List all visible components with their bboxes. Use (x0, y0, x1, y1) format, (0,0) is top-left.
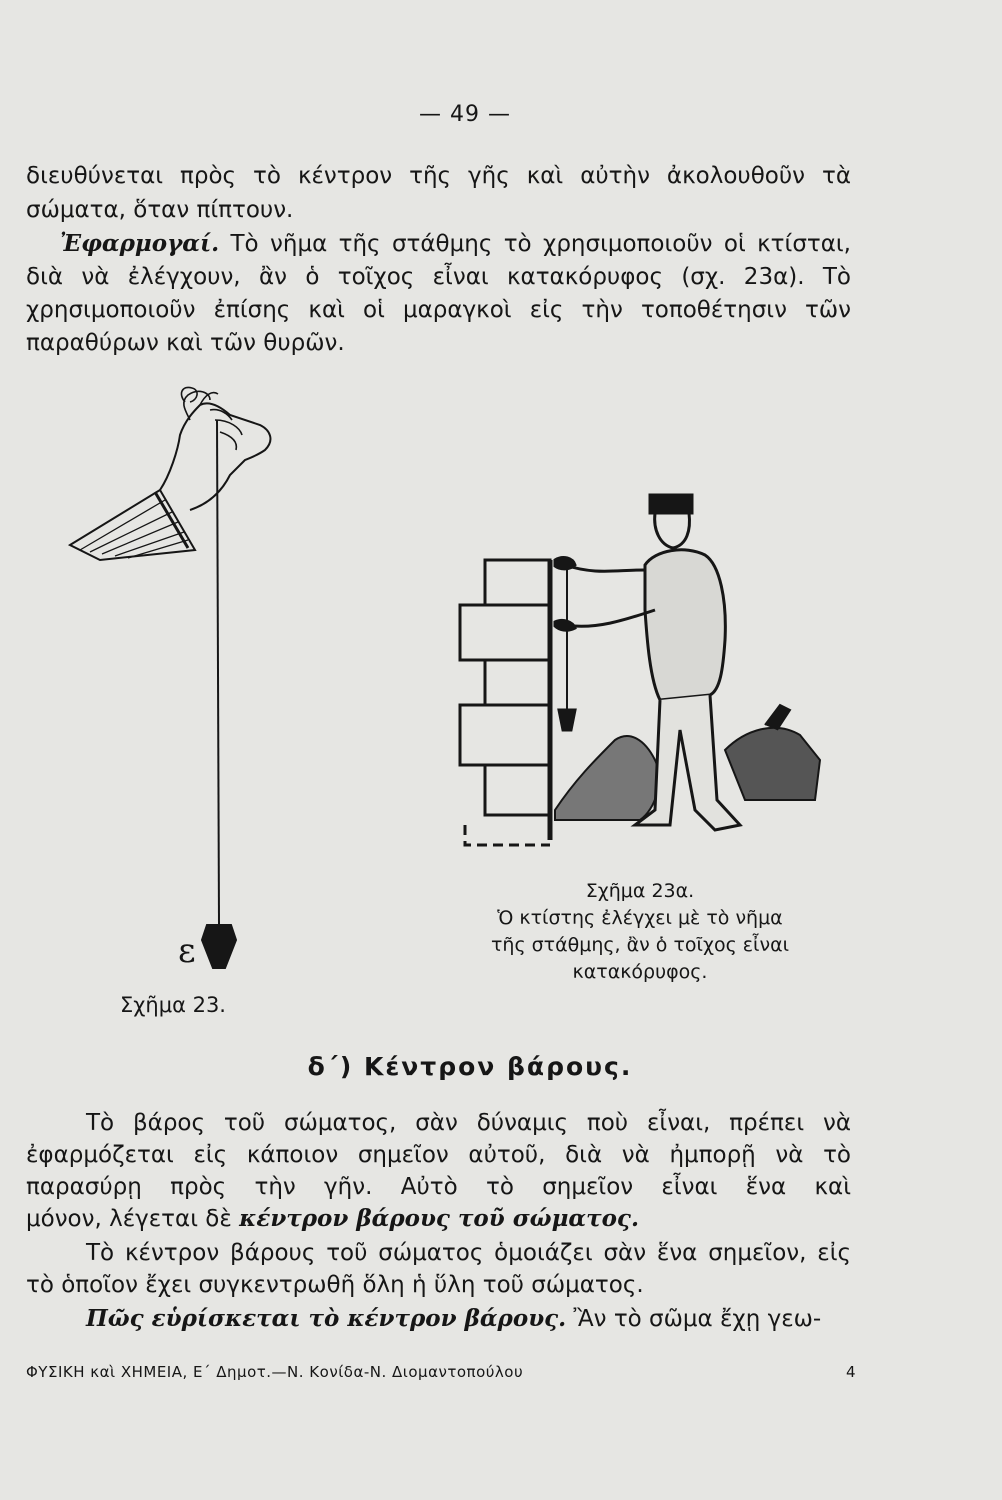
cuff-line (155, 492, 188, 548)
mason-wall-figure (455, 490, 825, 860)
center-of-gravity-term: κέντρον βάρους τοῦ σώματος. (239, 1205, 639, 1232)
body-paragraph-2: Τὸ κέντρον βάρους τοῦ σώματος ὁμοιάζει σὰν ἕνα σημεῖον, εἰς τὸ ὁποῖον ἔχει συγκεντρωθῆ ὅλη ἡ ὕλη τοῦ σώματος. (26, 1240, 851, 1298)
figure23a-caption-line-2: τῆς στάθμης, ἂν ὁ τοῖχος εἶναι (490, 934, 790, 956)
body-paragraph-1-end-plain: μόνον, λέγεται δὲ (26, 1206, 240, 1232)
body-paragraph-3 (26, 1303, 851, 1335)
brick (485, 660, 550, 705)
head (655, 513, 690, 548)
lower-arm (565, 610, 655, 626)
rubble-pile (555, 736, 659, 820)
footer-signature-number: 4 (846, 1363, 856, 1381)
upper-hand (555, 558, 575, 569)
wall-base (465, 825, 550, 845)
how-to-find-heading: Πῶς εὑρίσκεται τὸ κέντρον βάρους. (86, 1305, 567, 1332)
plumb-line-figure (60, 380, 300, 980)
footer-book-title: ΦΥΣΙΚΗ καὶ ΧΗΜΕΙΑ, Ε΄ Δημοτ.—Ν. Κονίδα-Ν. Διομαντοπούλου (26, 1363, 524, 1381)
figure-letter-epsilon: ε (178, 931, 196, 971)
figure23a-caption-title: Σχῆμα 23α. (585, 880, 695, 902)
intro-line-2: σώματα, ὅταν πίπτουν. (26, 197, 294, 223)
brick (460, 605, 550, 660)
mortar-tray (725, 728, 820, 800)
figure23a-caption-line-3: κατακόρυφος. (572, 961, 708, 983)
page-number: — 49 — (419, 102, 511, 127)
upper-arm (565, 565, 645, 571)
body-paragraph-1: Τὸ βάρος τοῦ σώματος, σὰν δύναμις ποὺ εἶναι, πρέπει νὰ ἐφαρμόζεται εἰς κάποιον σημεῖον αὐτοῦ, διὰ νὰ ἠμπορῇ νὰ τὸ παρασύρῃ πρὸς τὴν γῆν. Αὐτὸ τὸ σημεῖον εἶναι ἕνα καὶ (26, 1110, 851, 1200)
body-paragraph-3-text: Ἂν τὸ σῶμα ἔχῃ γεω- (566, 1306, 822, 1332)
jacket (645, 550, 725, 700)
figure23-caption: Σχῆμα 23. (120, 993, 226, 1017)
figure23a-caption-line-1: Ὁ κτίστης ἐλέγχει μὲ τὸ νῆμα (497, 907, 783, 929)
plumb-weight (559, 710, 575, 730)
figure23a-caption (460, 878, 820, 986)
brick (460, 705, 550, 765)
brick (485, 765, 550, 815)
applications-paragraph (26, 227, 851, 360)
intro-line-1: διευθύνεται πρὸς τὸ κέντρον τῆς γῆς καὶ αὐτὴν ἀκολουθοῦν τὰ (26, 163, 851, 189)
cap (650, 495, 692, 513)
finger-lines (200, 393, 242, 450)
trowel (765, 705, 790, 730)
body-paragraph-1-end (26, 1203, 851, 1235)
applications-heading: Ἐφαρμογαί. (60, 230, 220, 257)
plumb-string (217, 420, 219, 925)
brick (485, 560, 550, 605)
applications-text: Τὸ νῆμα τῆς στάθμης τὸ χρησιμοποιοῦν οἱ κτίσται, διὰ νὰ ἐλέγχουν, ἂν ὁ τοῖχος εἶναι κατακόρυφος (σχ. 23α). Τὸ χρησιμοποιοῦν ἐπίσης καὶ οἱ μαραγκοὶ εἰς τὴν τοποθέτησιν τῶν παραθύρων καὶ τῶν θυρῶν. (26, 231, 851, 356)
lower-hand (555, 620, 575, 630)
plumb-bob (202, 925, 236, 968)
section-title: δ΄) Κέντρον βάρους. (307, 1052, 633, 1081)
